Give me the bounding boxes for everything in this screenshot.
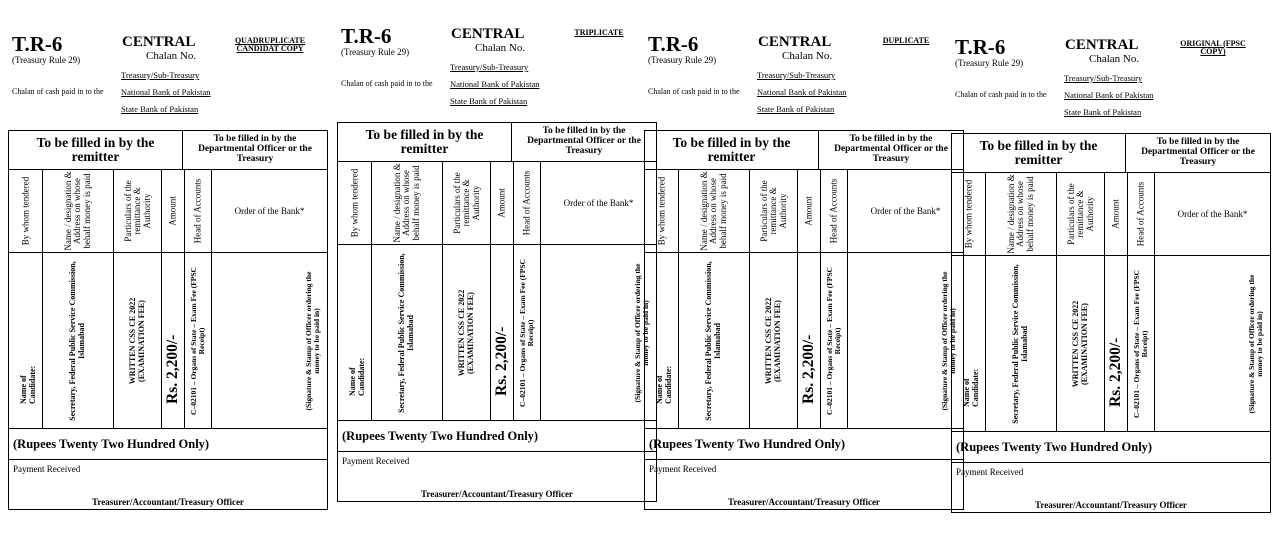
particulars-cell: WRITTEN CSS CE 2022 (EXAMINATION FEE) <box>442 244 490 420</box>
head-of-accounts-cell: C–02101 – Organs of State – Exam Fee (FPSC Receipt) <box>1127 255 1154 431</box>
national-bank-text: National Bank of Pakistan <box>450 79 540 89</box>
col-order-header: Order of the Bank* <box>540 161 656 244</box>
payment-section <box>9 459 327 509</box>
head-of-accounts-cell: C–02101 – Organs of State – Exam Fee (FPSC Receipt) <box>513 244 540 420</box>
remitter-header: To be filled in by the remitter <box>672 134 791 164</box>
central-title: CENTRAL <box>122 34 196 50</box>
candidate-cell: Name of Candidate: <box>952 255 985 431</box>
state-bank-text: State Bank of Pakistan <box>121 104 199 114</box>
amount-cell: Rs. 2,200/- <box>161 252 184 428</box>
head-of-accounts-cell: C–02101 – Organs of State – Exam Fee (FPSC Receipt) <box>820 252 847 428</box>
col-particulars-header: Particulars of the remittance & Authority <box>442 161 490 244</box>
payment-section <box>338 451 656 501</box>
treasury-text: Treasury/Sub-Treasury <box>450 62 529 72</box>
chalan-number: Chalan No. <box>1089 53 1140 65</box>
payee-cell: Secretary, Federal Public Service Commission, Islamabad <box>985 255 1056 431</box>
col-head-header: Head of Accounts <box>1127 172 1154 255</box>
order-of-bank-cell: (Signature & Stamp of Officer ordering the money to be paid in) <box>847 252 963 428</box>
form-code: T.R-6 <box>341 24 392 48</box>
chalan-paid-in-text: Chalan of cash paid in to the <box>341 79 433 88</box>
state-bank-text: State Bank of Pakistan <box>450 96 528 106</box>
col-order-header: Order of the Bank* <box>847 169 963 252</box>
payment-received: Payment Received <box>13 464 81 474</box>
chalan-table <box>644 130 964 510</box>
amount-in-words: (Rupees Twenty Two Hundred Only) <box>9 428 327 459</box>
col-amount-header: Amount <box>797 169 820 252</box>
copy-label: QUADRUPLICATE CANDIDAT COPY <box>234 36 306 54</box>
col-head-header: Head of Accounts <box>184 169 211 252</box>
state-bank-text: State Bank of Pakistan <box>1064 107 1142 117</box>
col-amount-header: Amount <box>161 169 184 252</box>
candidate-cell: Name of Candidate: <box>9 252 42 428</box>
col-amount-header: Amount <box>1104 172 1127 255</box>
remitter-header: To be filled in by the remitter <box>979 137 1098 167</box>
treasury-officer-signature: Treasurer/Accountant/Treasury Officer <box>728 497 880 507</box>
chalan-copy-3 <box>644 32 964 552</box>
copy-label: ORIGINAL (FPSC COPY) <box>1180 39 1246 57</box>
col-particulars-header: Particulars of the remittance & Authority <box>749 169 797 252</box>
treasury-rule: (Treasury Rule 29) <box>341 47 410 57</box>
payment-section <box>952 462 1270 512</box>
col-name-header: Name / designation & Address on whose behalf money is paid <box>678 169 749 252</box>
dept-header: To be filled in by the Departmental Officer or the Treasury <box>511 123 656 161</box>
payment-received: Payment Received <box>649 464 717 474</box>
treasury-officer-signature: Treasurer/Accountant/Treasury Officer <box>92 497 244 507</box>
national-bank-text: National Bank of Pakistan <box>121 87 211 97</box>
treasury-officer-signature: Treasurer/Accountant/Treasury Officer <box>1035 500 1187 510</box>
central-title: CENTRAL <box>758 34 832 50</box>
chalan-copy-4 <box>951 35 1271 555</box>
dept-header: To be filled in by the Departmental Officer or the Treasury <box>182 131 327 169</box>
chalan-copy-1 <box>8 32 328 552</box>
treasury-rule: (Treasury Rule 29) <box>12 55 81 65</box>
head-of-accounts-cell: C–02101 – Organs of State – Exam Fee (FPSC Receipt) <box>184 252 211 428</box>
form-code: T.R-6 <box>955 35 1006 59</box>
remitter-header: To be filled in by the remitter <box>365 126 484 156</box>
chalan-table <box>337 122 657 502</box>
payment-received: Payment Received <box>956 467 1024 477</box>
col-amount-header: Amount <box>490 161 513 244</box>
particulars-cell: WRITTEN CSS CE 2022 (EXAMINATION FEE) <box>113 252 161 428</box>
amount-cell: Rs. 2,200/- <box>1104 255 1127 431</box>
amount-cell: Rs. 2,200/- <box>797 252 820 428</box>
candidate-cell: Name of Candidate: <box>645 252 678 428</box>
order-of-bank-cell: (Signature & Stamp of Officer ordering the money to be paid in) <box>540 244 656 420</box>
dept-header: To be filled in by the Departmental Officer or the Treasury <box>818 131 963 169</box>
form-code: T.R-6 <box>648 32 699 56</box>
chalan-paid-in-text: Chalan of cash paid in to the <box>648 87 740 96</box>
particulars-cell: WRITTEN CSS CE 2022 (EXAMINATION FEE) <box>1056 255 1104 431</box>
col-particulars-header: Particulars of the remittance & Authority <box>1056 172 1104 255</box>
treasury-text: Treasury/Sub-Treasury <box>121 70 200 80</box>
col-head-header: Head of Accounts <box>513 161 540 244</box>
particulars-cell: WRITTEN CSS CE 2022 (EXAMINATION FEE) <box>749 252 797 428</box>
col-order-header: Order of the Bank* <box>1154 172 1270 255</box>
national-bank-text: National Bank of Pakistan <box>1064 90 1154 100</box>
order-of-bank-cell: (Signature & Stamp of Officer ordering the money to be paid in) <box>211 252 327 428</box>
amount-in-words: (Rupees Twenty Two Hundred Only) <box>952 431 1270 462</box>
col-tendered-header: By whom tendered <box>9 169 42 252</box>
payment-section <box>645 459 963 509</box>
national-bank-text: National Bank of Pakistan <box>757 87 847 97</box>
chalan-paid-in-text: Chalan of cash paid in to the <box>955 90 1047 99</box>
order-of-bank-cell: (Signature & Stamp of Officer ordering the money to be paid in) <box>1154 255 1270 431</box>
chalan-table <box>8 130 328 510</box>
central-title: CENTRAL <box>451 26 525 42</box>
copy-label: TRIPLICATE <box>574 28 624 37</box>
treasury-officer-signature: Treasurer/Accountant/Treasury Officer <box>421 489 573 499</box>
treasury-rule: (Treasury Rule 29) <box>955 58 1024 68</box>
col-particulars-header: Particulars of the remittance & Authority <box>113 169 161 252</box>
chalan-copy-2 <box>337 24 657 544</box>
amount-cell: Rs. 2,200/- <box>490 244 513 420</box>
dept-header: To be filled in by the Departmental Officer or the Treasury <box>1125 134 1270 172</box>
payee-cell: Secretary, Federal Public Service Commission, Islamabad <box>678 252 749 428</box>
chalan-paid-in-text: Chalan of cash paid in to the <box>12 87 104 96</box>
amount-in-words: (Rupees Twenty Two Hundred Only) <box>338 420 656 451</box>
chalan-number: Chalan No. <box>146 50 197 62</box>
col-head-header: Head of Accounts <box>820 169 847 252</box>
amount-in-words: (Rupees Twenty Two Hundred Only) <box>645 428 963 459</box>
remitter-header: To be filled in by the remitter <box>36 134 155 164</box>
payment-received: Payment Received <box>342 456 410 466</box>
chalan-table <box>951 133 1271 513</box>
col-tendered-header: By whom tendered <box>645 169 678 252</box>
payee-cell: Secretary, Federal Public Service Commission, Islamabad <box>42 252 113 428</box>
treasury-text: Treasury/Sub-Treasury <box>757 70 836 80</box>
state-bank-text: State Bank of Pakistan <box>757 104 835 114</box>
central-title: CENTRAL <box>1065 37 1139 53</box>
col-tendered-header: By whom tendered <box>952 172 985 255</box>
col-tendered-header: By whom tendered <box>338 161 371 244</box>
chalan-number: Chalan No. <box>782 50 833 62</box>
chalan-number: Chalan No. <box>475 42 526 54</box>
treasury-rule: (Treasury Rule 29) <box>648 55 717 65</box>
treasury-text: Treasury/Sub-Treasury <box>1064 73 1143 83</box>
col-order-header: Order of the Bank* <box>211 169 327 252</box>
copy-label: DUPLICATE <box>882 36 930 45</box>
payee-cell: Secretary, Federal Public Service Commission, Islamabad <box>371 244 442 420</box>
form-code: T.R-6 <box>12 32 63 56</box>
col-name-header: Name / designation & Address on whose behalf money is paid <box>371 161 442 244</box>
candidate-cell: Name of Candidate: <box>338 244 371 420</box>
col-name-header: Name / designation & Address on whose behalf money is paid <box>985 172 1056 255</box>
col-name-header: Name / designation & Address on whose behalf money is paid <box>42 169 113 252</box>
